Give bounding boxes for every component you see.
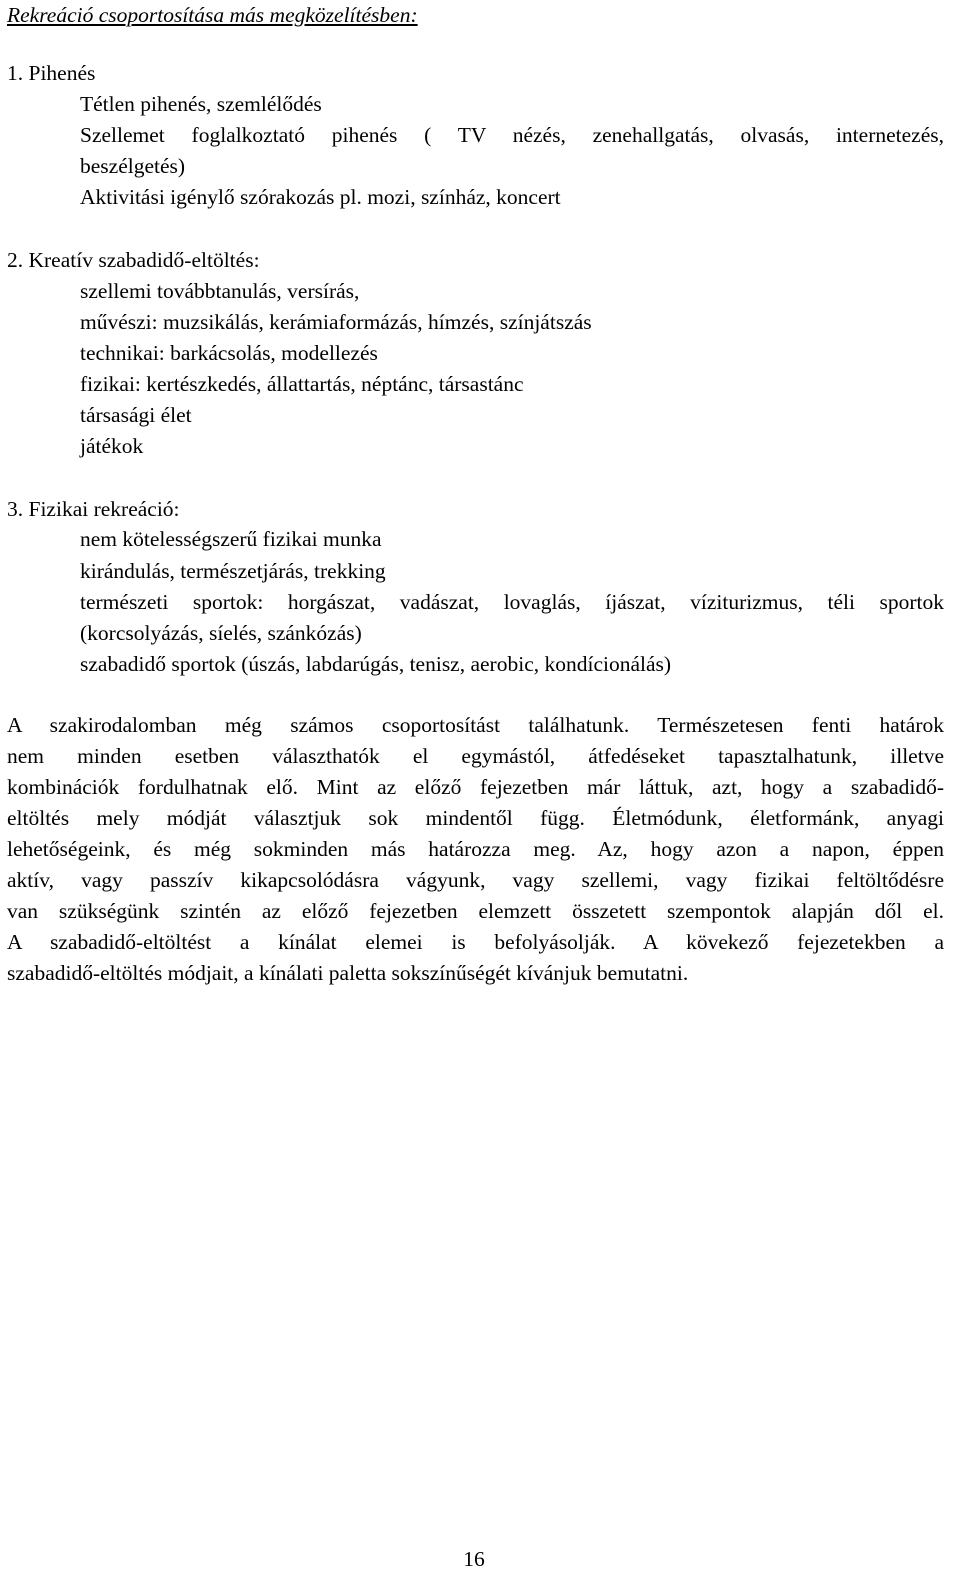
section-3-line: (korcsolyázás, síelés, szánkózás) xyxy=(80,621,362,645)
page-number: 16 xyxy=(463,1547,485,1571)
section-2-title: 2. Kreatív szabadidő-eltöltés: xyxy=(7,248,260,272)
paragraph-line: van szükségünk szintén az előző fejezetben elemzett összetett szempontok alapján dől el. xyxy=(7,899,944,923)
section-3-title: 3. Fizikai rekreáció: xyxy=(7,497,180,521)
section-2-line: művészi: muzsikálás, kerámiaformázás, hímzés, színjátszás xyxy=(80,310,592,334)
section-1-line: Tétlen pihenés, szemlélődés xyxy=(80,92,322,116)
section-2-line: társasági élet xyxy=(80,403,192,427)
section-1-line: Aktivitási igénylő szórakozás pl. mozi, színház, koncert xyxy=(80,185,561,209)
section-1-title: 1. Pihenés xyxy=(7,61,96,85)
section-3-line: kirándulás, természetjárás, trekking xyxy=(80,559,386,583)
section-2-line: szellemi továbbtanulás, versírás, xyxy=(80,279,360,303)
section-3-line: természeti sportok: horgászat, vadászat, lovaglás, íjászat, víziturizmus, téli sportok xyxy=(80,590,944,614)
section-3-line: nem kötelességszerű fizikai munka xyxy=(80,527,382,551)
section-2-line: fizikai: kertészkedés, állattartás, néptánc, társastánc xyxy=(80,372,524,396)
section-2-line: játékok xyxy=(80,434,144,458)
paragraph-line: kombinációk fordulhatnak elő. Mint az előző fejezetben már láttuk, azt, hogy a szabadidő- xyxy=(7,775,944,799)
section-1-line: Szellemet foglalkoztató pihenés ( TV nézés, zenehallgatás, olvasás, internetezés, xyxy=(80,123,944,147)
paragraph-line: nem minden esetben választhatók el egymástól, átfedéseket tapasztalhatunk, illetve xyxy=(7,744,944,768)
paragraph-line: lehetőségeink, és még sokminden más határozza meg. Az, hogy azon a napon, éppen xyxy=(7,837,944,861)
section-1-line: beszélgetés) xyxy=(80,154,186,178)
section-3-line: szabadidő sportok (úszás, labdarúgás, tenisz, aerobic, kondícionálás) xyxy=(80,652,672,676)
paragraph-line: A szakirodalomban még számos csoportosítást találhatunk. Természetesen fenti határok xyxy=(7,713,944,737)
paragraph-line: eltöltés mely módját választjuk sok mindentől függ. Életmódunk, életformánk, anyagi xyxy=(7,806,944,830)
paragraph-line: aktív, vagy passzív kikapcsolódásra vágyunk, vagy szellemi, vagy fizikai feltöltődésre xyxy=(7,868,944,892)
paragraph-line: A szabadidő-eltöltést a kínálat elemei is befolyásolják. A kövekező fejezetekben a xyxy=(7,930,944,954)
section-heading: Rekreáció csoportosítása más megközelítésben: xyxy=(7,3,418,27)
section-2-line: technikai: barkácsolás, modellezés xyxy=(80,341,378,365)
paragraph-line: szabadidő-eltöltés módjait, a kínálati paletta sokszínűségét kívánjuk bemutatni. xyxy=(7,961,689,985)
